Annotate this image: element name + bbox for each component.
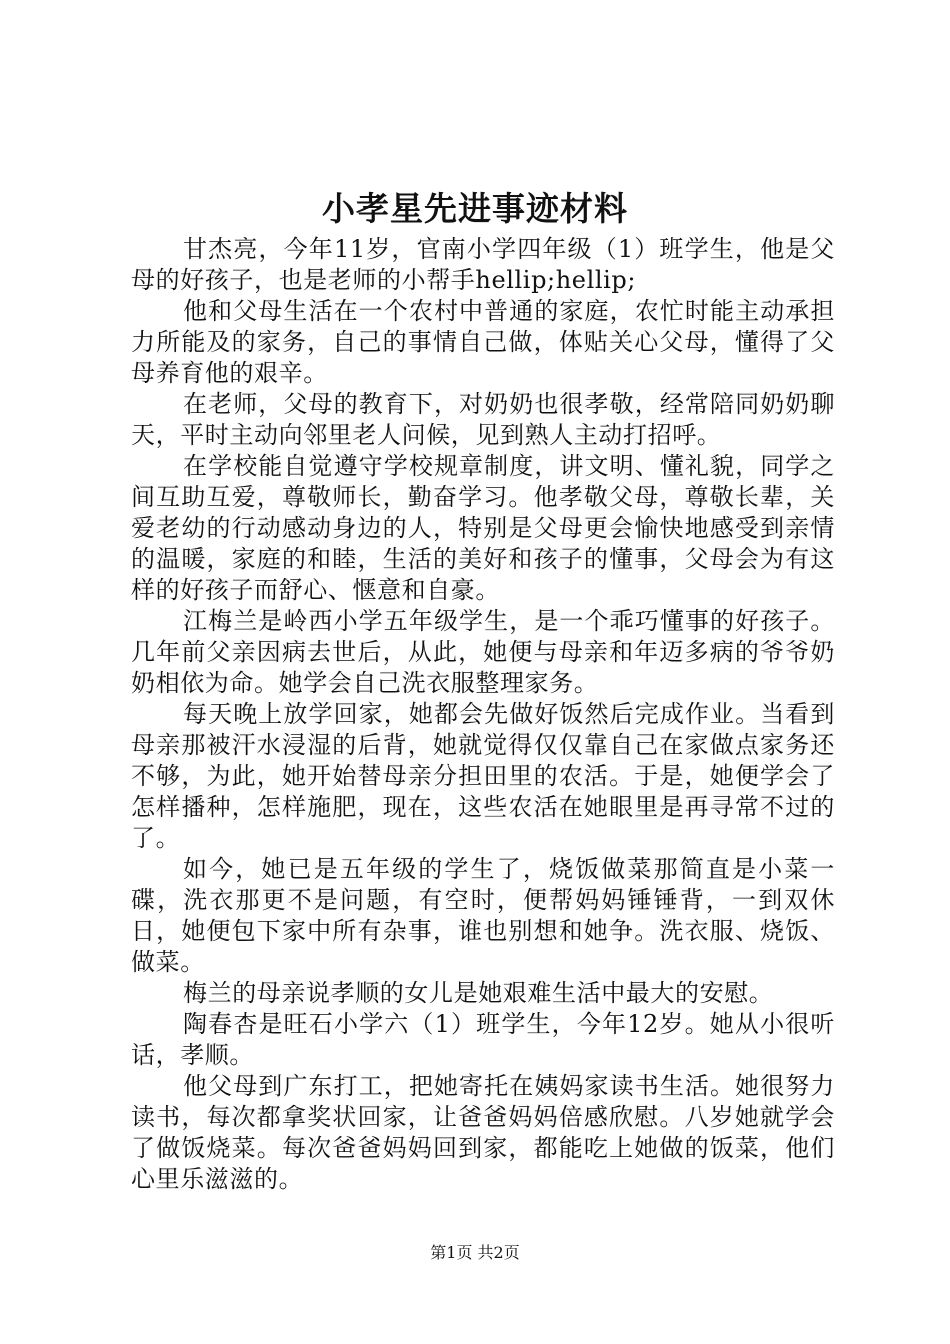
document-title: 小孝星先进事迹材料 — [322, 189, 628, 228]
page-number-footer: 第1页 共2页 — [430, 1243, 520, 1262]
paragraph: 如今，她已是五年级的学生了，烧饭做菜那简直是小菜一碟，洗衣那更不是问题，有空时，便帮妈妈锤锤背，一到双休日，她便包下家中所有杂事，谁也别想和她争。洗衣服、烧饭、做菜。 — [131, 855, 835, 976]
paragraph: 梅兰的母亲说孝顺的女儿是她艰难生活中最大的安慰。 — [183, 979, 774, 1007]
paragraph: 江梅兰是岭西小学五年级学生，是一个乖巧懂事的好孩子。几年前父亲因病去世后，从此，她便与母亲和年迈多病的爷爷奶奶相依为命。她学会自己洗衣服整理家务。 — [131, 607, 835, 697]
paragraph: 陶春杏是旺石小学六（1）班学生，今年12岁。她从小很听话，孝顺。 — [131, 1010, 835, 1069]
paragraph: 甘杰亮，今年11岁，官南小学四年级（1）班学生，他是父母的好孩子，也是老师的小帮手hellip;hellip; — [131, 235, 835, 294]
document-body — [131, 234, 835, 1195]
paragraph: 在学校能自觉遵守学校规章制度，讲文明、懂礼貌，同学之间互助互爱，尊敬师长，勤奋学习。他孝敬父母，尊敬长辈，关爱老幼的行动感动身边的人，特别是父母更会愉快地感受到亲情的温暖，家庭的和睦，生活的美好和孩子的懂事，父母会为有这样的好孩子而舒心、惬意和自豪。 — [131, 452, 835, 604]
paragraph: 他父母到广东打工，把她寄托在姨妈家读书生活。她很努力读书，每次都拿奖状回家，让爸爸妈妈倍感欣慰。八岁她就学会了做饭烧菜。每次爸爸妈妈回到家，都能吃上她做的饭菜，他们心里乐滋滋的。 — [131, 1072, 835, 1193]
paragraph: 每天晚上放学回家，她都会先做好饭然后完成作业。当看到母亲那被汗水浸湿的后背，她就觉得仅仅靠自己在家做点家务还不够，为此，她开始替母亲分担田里的农活。于是，她便学会了怎样播种，怎样施肥，现在，这些农活在她眼里是再寻常不过的了。 — [131, 700, 835, 852]
paragraph: 在老师，父母的教育下，对奶奶也很孝敬，经常陪同奶奶聊天，平时主动向邻里老人问候，见到熟人主动打招呼。 — [131, 390, 835, 449]
paragraph: 他和父母生活在一个农村中普通的家庭，农忙时能主动承担力所能及的家务，自己的事情自己做，体贴关心父母，懂得了父母养育他的艰辛。 — [131, 297, 835, 387]
